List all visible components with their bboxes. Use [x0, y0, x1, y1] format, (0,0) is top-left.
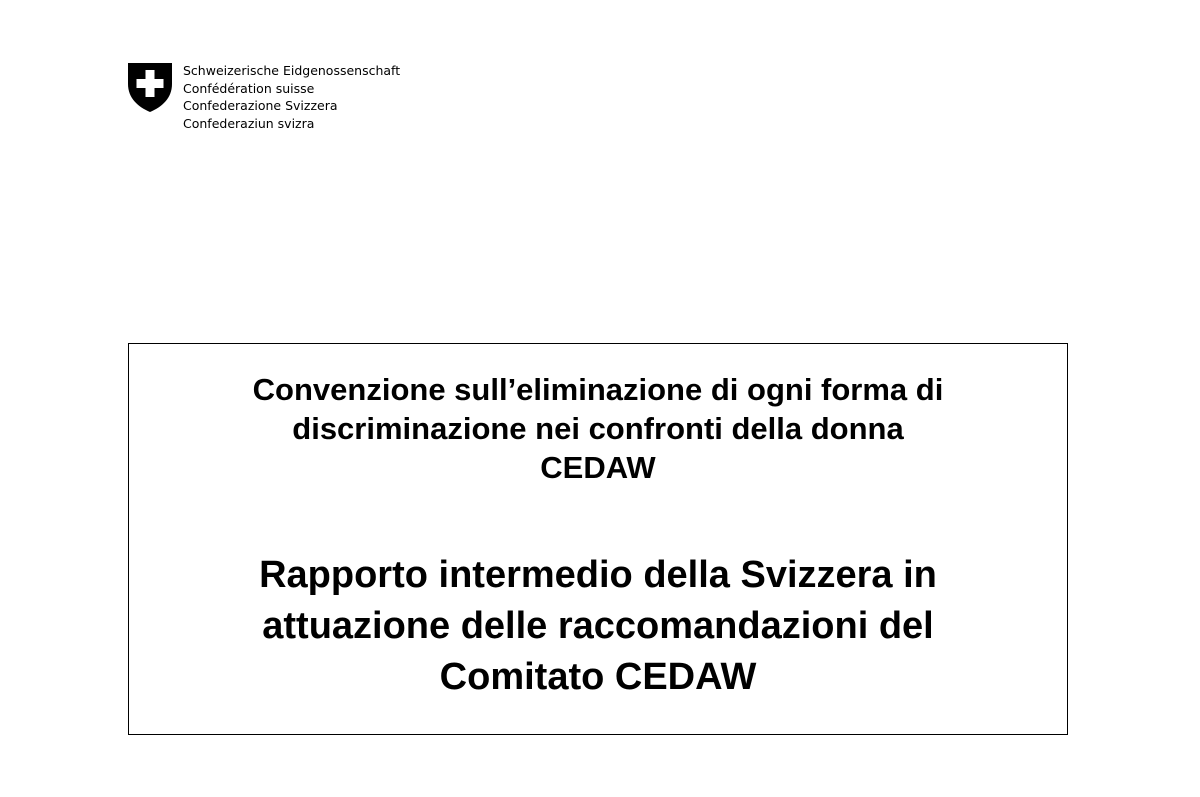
convention-title-line-2: discriminazione nei confronti della donna: [292, 411, 904, 446]
report-title-line-3: Comitato CEDAW: [439, 656, 757, 698]
convention-title: [129, 370, 1067, 487]
agency-name-de: Schweizerische Eidgenossenschaft: [183, 63, 401, 78]
cover-title-box: [128, 343, 1068, 735]
report-title: [129, 550, 1067, 703]
swiss-federal-shield-icon: [126, 60, 174, 114]
convention-title-line-1: Convenzione sull’eliminazione di ogni forma di: [252, 372, 944, 407]
convention-title-line-3: CEDAW: [540, 450, 656, 485]
agency-name-it: Confederazione Svizzera: [183, 98, 338, 113]
agency-name-rm: Confederaziun svizra: [183, 115, 315, 131]
report-title-line-1: Rapporto intermedio della Svizzera in: [259, 554, 937, 596]
agency-name-block: [183, 62, 400, 132]
federal-header: [126, 60, 400, 132]
agency-name-fr: Confédération suisse: [183, 80, 315, 96]
report-title-line-2: attuazione delle raccomandazioni del: [262, 605, 934, 647]
